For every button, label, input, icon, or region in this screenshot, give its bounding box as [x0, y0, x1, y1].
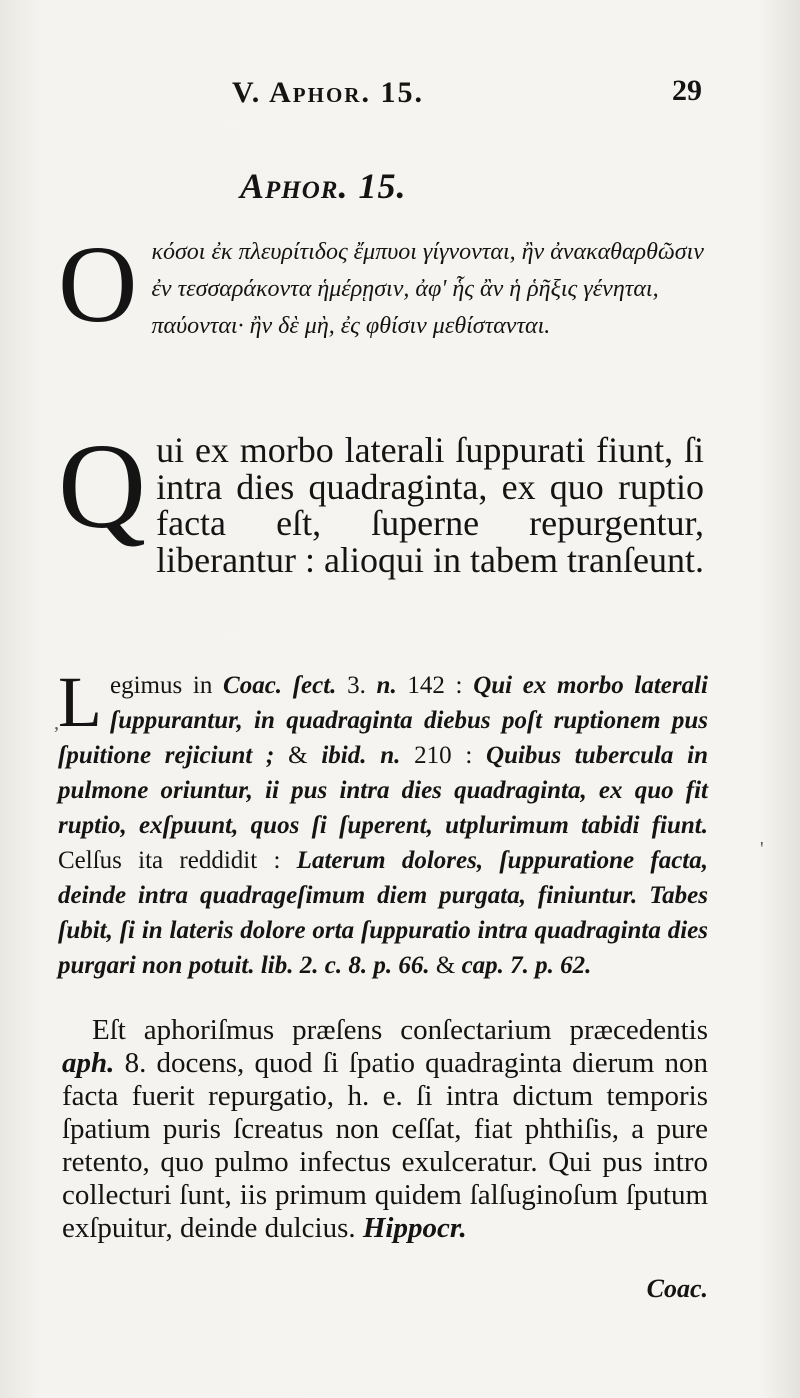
- quotation: Quibus tubercula in pulmone oriuntur, ii pus intra dies quadraginta, ex quo fit ruptio, exſpuunt, quos ſi ſuperent, utplurimum tabidi fiunt.: [58, 742, 709, 839]
- greek-drop-initial: O: [58, 223, 138, 345]
- citation: n.: [376, 672, 397, 699]
- latin-aphorism: [58, 419, 704, 580]
- running-head: [232, 70, 702, 120]
- citation: Coac. ſect.: [223, 672, 337, 699]
- quotation: Qui ex morbo laterali ſuppurantur, in quadraginta diebus poſt ruptionem pus ſpuitione rejiciunt ;: [58, 672, 709, 769]
- margin-tick-mark: ,: [54, 712, 59, 734]
- commentary-text: &: [429, 952, 462, 979]
- paragraph-text: Eſt aphoriſmus præſens conſectarium præcedentis: [92, 1014, 708, 1046]
- commentary-text: 210 :: [400, 742, 487, 769]
- commentary-drop-initial: L: [58, 662, 102, 742]
- catchword: Coac.: [646, 1274, 708, 1303]
- latin-text: ui ex morbo laterali ſuppurati fiunt, ſi intra dies quadraginta, ex quo ruptio facta eſt, ſuperne repurgentur, liberantur : alioqui in tabem tranſeunt.: [156, 430, 704, 580]
- greek-aphorism: [58, 223, 718, 345]
- margin-tick-mark: ': [760, 838, 764, 860]
- commentary-text: Celſus ita reddidit :: [58, 847, 297, 874]
- commentary-text: 3.: [336, 672, 377, 699]
- commentary-text: egimus in: [109, 672, 224, 699]
- paragraph-text: 8. docens, quod ſi ſpatio quadraginta dierum non facta fuerit repurgatio, h. e. ſi intra dictum temporis ſpatium puris ſcreatus non ceſſat, fiat phthiſis, a pure retento, quo pulmo infectus exulceratur. Qui pus intro collecturi ſunt, iis primum quidem ſalſuginoſum ſputum exſpuitur, deinde dulcius.: [62, 1047, 708, 1244]
- page-number: 29: [672, 74, 702, 107]
- citation: ibid. n.: [321, 742, 401, 769]
- citation: cap. 7. p. 62.: [461, 952, 592, 979]
- quotation: Laterum dolores, ſuppuratione facta, deinde intra quadrageſimum diem purgata, finiuntur. Tabes ſubit, ſi in lateris dolore orta ſuppuratio intra quadraginta dies purgari non potuit. lib. 2. c. 8. p. 66.: [58, 847, 708, 979]
- greek-text: κόσοι ἐκ πλευρίτιδος ἔμπυοι γίγνονται, ἢν ἀνακαθαρθῶσιν ἐν τεσσαράκοντα ἡμέρῃσιν, ἀφ' ἧς ἂν ἡ ῥῆξις γένηται, παύονται· ἢν δὲ μὴ, ἐς φθίσιν μεθίστανται.: [151, 239, 704, 339]
- running-title: V. Aphor. 15.: [232, 76, 424, 109]
- commentary-paragraph: [58, 662, 709, 983]
- section-title: Aphor. 15.: [240, 166, 407, 206]
- citation: aph.: [62, 1047, 115, 1079]
- commentary-text: 142 :: [396, 672, 474, 699]
- commentary-text: &: [274, 742, 322, 769]
- latin-drop-initial: Q: [58, 419, 147, 554]
- citation: Hippocr.: [362, 1212, 467, 1244]
- explanation-paragraph: [62, 1014, 708, 1245]
